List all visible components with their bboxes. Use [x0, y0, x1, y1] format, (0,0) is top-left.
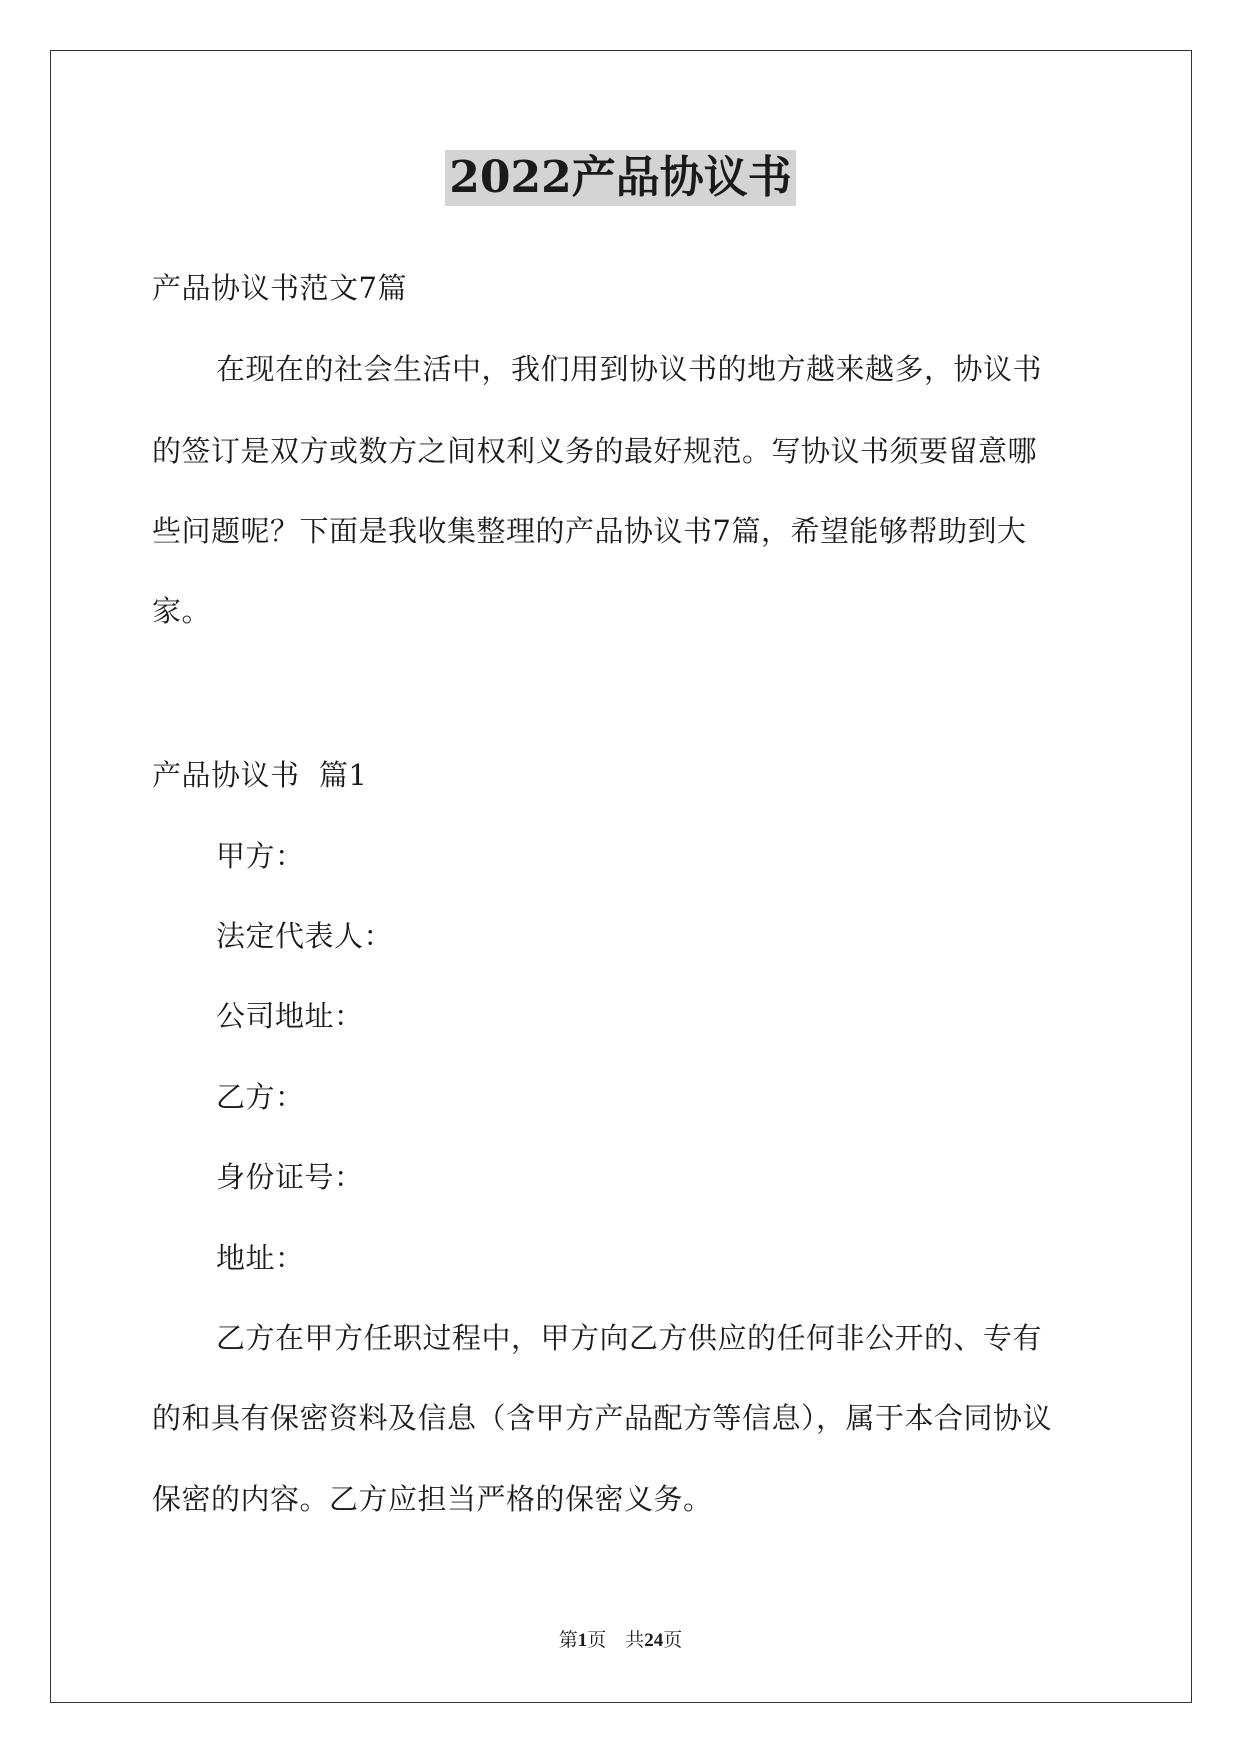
field-party-b: 乙方：: [216, 1080, 305, 1114]
body-line-2: 的和具有保密资料及信息（含甲方产品配方等信息），属于本合同协议: [152, 1401, 1053, 1435]
document-subtitle: 产品协议书范文7篇: [152, 271, 407, 305]
footer-total-prefix: 共: [625, 1630, 645, 1651]
body-line-3: 保密的内容。乙方应担当严格的保密义务。: [152, 1482, 713, 1516]
intro-line-3: 些问题呢？下面是我收集整理的产品协议书7篇，希望能够帮助到大: [152, 514, 1027, 548]
body-line-1: 乙方在甲方任职过程中，甲方向乙方供应的任何非公开的、专有: [216, 1321, 1043, 1355]
footer-total-suffix: 页: [663, 1630, 683, 1651]
footer-total-pages: 24: [644, 1630, 664, 1651]
footer-page-number: 1: [577, 1630, 588, 1651]
field-address: 地址：: [216, 1241, 305, 1275]
page-footer: [0, 1628, 1241, 1654]
field-legal-representative: 法定代表人：: [216, 919, 394, 953]
document-title: 2022产品协议书: [445, 150, 795, 206]
footer-page-suffix: 页: [587, 1630, 607, 1651]
field-id-number: 身份证号：: [216, 1160, 364, 1194]
field-company-address: 公司地址：: [216, 999, 364, 1033]
intro-line-2: 的签订是双方或数方之间权利义务的最好规范。写协议书须要留意哪: [152, 434, 1038, 468]
footer-prefix: 第: [558, 1630, 578, 1651]
field-party-a: 甲方：: [216, 839, 305, 873]
section-heading: 产品协议书 篇1: [152, 758, 368, 792]
intro-line-4: 家。: [152, 594, 212, 628]
title-container: [0, 150, 1241, 206]
intro-line-1: 在现在的社会生活中，我们用到协议书的地方越来越多，协议书: [216, 352, 1043, 386]
